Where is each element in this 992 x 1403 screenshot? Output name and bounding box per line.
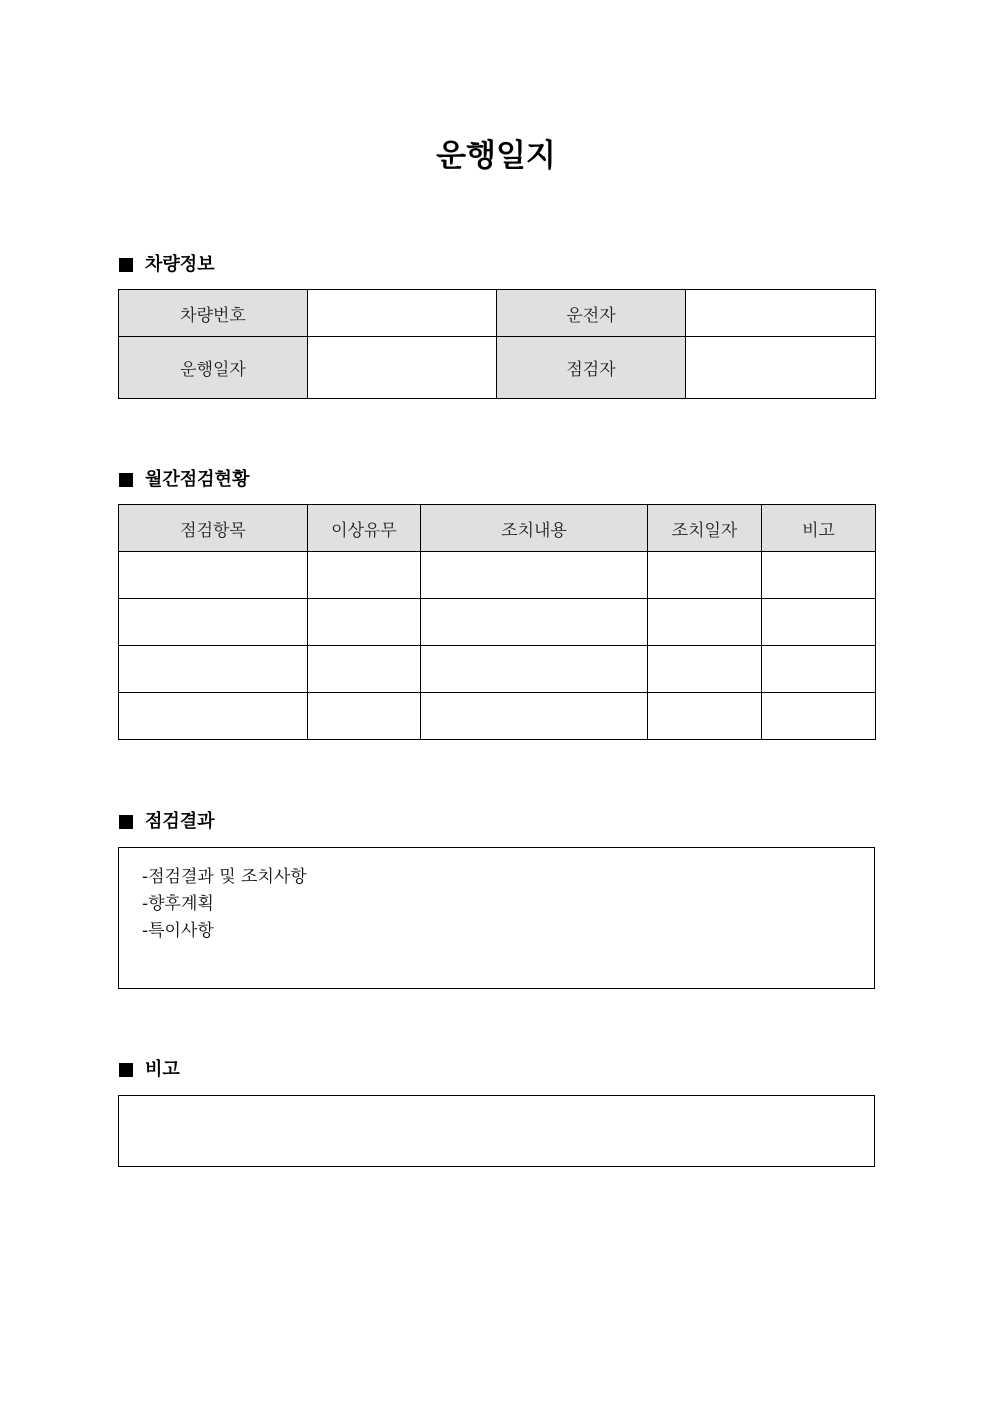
vehicle-info-heading (119, 253, 215, 277)
vehicle-info-heading-label: 차량정보 (145, 254, 215, 275)
square-bullet-icon (119, 473, 133, 487)
vehicle-number-field[interactable] (308, 290, 497, 337)
drive-date-field[interactable] (308, 337, 497, 399)
table-row (119, 693, 876, 740)
square-bullet-icon (119, 1063, 133, 1077)
monthly-header-row (119, 505, 876, 552)
table-cell[interactable] (648, 599, 762, 646)
table-row (119, 646, 876, 693)
table-cell[interactable] (308, 599, 421, 646)
table-cell[interactable] (119, 552, 308, 599)
table-cell[interactable] (119, 646, 308, 693)
remarks-heading (119, 1058, 180, 1082)
table-cell[interactable] (762, 646, 876, 693)
result-line: -향후계획 (142, 894, 214, 914)
table-cell[interactable] (119, 693, 308, 740)
remarks-box[interactable] (118, 1095, 875, 1167)
table-cell[interactable] (308, 646, 421, 693)
monthly-heading (119, 468, 249, 492)
table-cell[interactable] (421, 693, 648, 740)
table-cell[interactable] (648, 693, 762, 740)
table-cell[interactable] (648, 552, 762, 599)
monthly-heading-label: 월간점검현황 (145, 469, 250, 490)
result-heading-label: 점검결과 (145, 811, 215, 832)
inspector-label: 점검자 (497, 337, 686, 399)
inspector-field[interactable] (686, 337, 876, 399)
column-header: 조치일자 (648, 505, 762, 552)
vehicle-info-row (119, 337, 876, 399)
result-line: -특이사항 (142, 921, 214, 941)
table-cell[interactable] (762, 599, 876, 646)
vehicle-info-row (119, 290, 876, 337)
square-bullet-icon (119, 258, 133, 272)
column-header: 점검항목 (119, 505, 308, 552)
table-cell[interactable] (421, 599, 648, 646)
table-cell[interactable] (308, 552, 421, 599)
table-cell[interactable] (762, 693, 876, 740)
table-cell[interactable] (648, 646, 762, 693)
drive-date-label: 운행일자 (119, 337, 308, 399)
table-row (119, 552, 876, 599)
table-row (119, 599, 876, 646)
vehicle-info-table (118, 289, 876, 399)
column-header: 조치내용 (421, 505, 648, 552)
table-cell[interactable] (421, 646, 648, 693)
page-title: 운행일지 (436, 138, 556, 174)
result-heading (119, 810, 215, 834)
column-header: 비고 (762, 505, 876, 552)
driver-field[interactable] (686, 290, 876, 337)
result-text (119, 848, 874, 945)
table-cell[interactable] (119, 599, 308, 646)
table-cell[interactable] (762, 552, 876, 599)
remarks-heading-label: 비고 (145, 1059, 180, 1080)
monthly-table (118, 504, 876, 740)
result-box[interactable] (118, 847, 875, 989)
column-header: 이상유무 (308, 505, 421, 552)
square-bullet-icon (119, 815, 133, 829)
result-line: -점검결과 및 조치사항 (142, 867, 307, 887)
driver-label: 운전자 (497, 290, 686, 337)
table-cell[interactable] (308, 693, 421, 740)
vehicle-number-label: 차량번호 (119, 290, 308, 337)
table-cell[interactable] (421, 552, 648, 599)
